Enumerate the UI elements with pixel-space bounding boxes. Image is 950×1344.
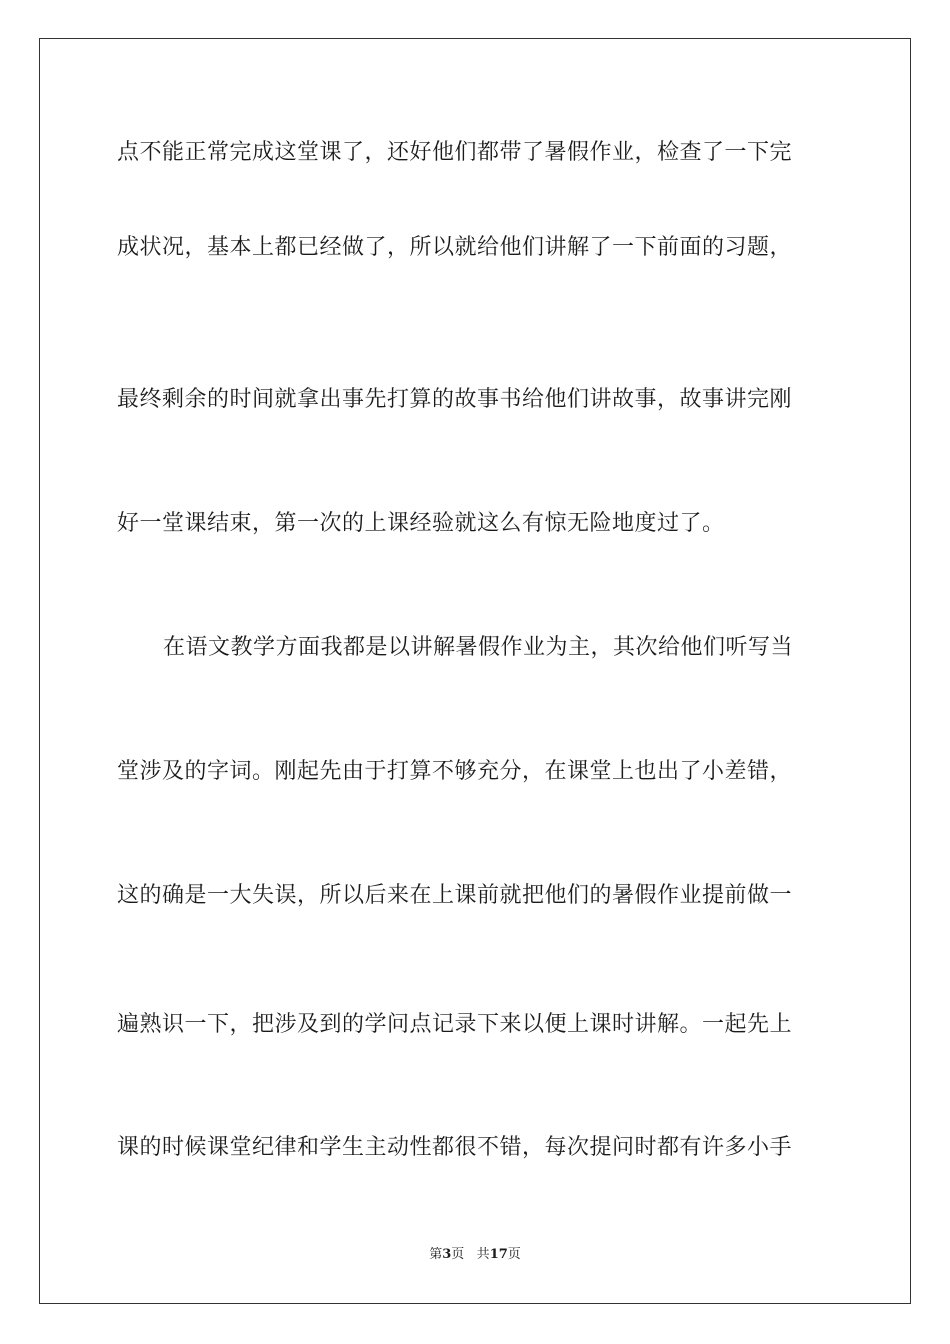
text-line-2: 成状况，基本上都已经做了，所以就给他们讲解了一下前面的习题， <box>117 235 793 260</box>
page-footer <box>0 1246 950 1264</box>
text-line-4: 好一堂课结束，第一次的上课经验就这么有惊无险地度过了。 <box>117 511 725 536</box>
text-line-3: 最终剩余的时间就拿出事先打算的故事书给他们讲故事，故事讲完刚 <box>117 387 793 412</box>
text-line-1: 点不能正常完成这堂课了，还好他们都带了暑假作业，检查了一下完 <box>117 140 793 165</box>
page-prefix: 第 <box>429 1247 443 1262</box>
page-number: 3 <box>442 1247 452 1262</box>
text-line-5-paragraph-start: 在语文教学方面我都是以讲解暑假作业为主，其次给他们听写当 <box>163 635 794 660</box>
total-suffix: 页 <box>507 1247 521 1262</box>
text-line-8: 遍熟识一下，把涉及到的学问点记录下来以便上课时讲解。一起先上 <box>117 1012 793 1037</box>
text-line-9: 课的时候课堂纪律和学生主动性都很不错，每次提问时都有许多小手 <box>117 1135 793 1160</box>
total-pages: 17 <box>489 1247 508 1262</box>
total-prefix: 共 <box>476 1247 490 1262</box>
text-line-7: 这的确是一大失误，所以后来在上课前就把他们的暑假作业提前做一 <box>117 883 793 908</box>
page-suffix: 页 <box>451 1247 465 1262</box>
text-line-6: 堂涉及的字词。刚起先由于打算不够充分，在课堂上也出了小差错， <box>117 759 793 784</box>
page-border <box>39 38 911 1304</box>
